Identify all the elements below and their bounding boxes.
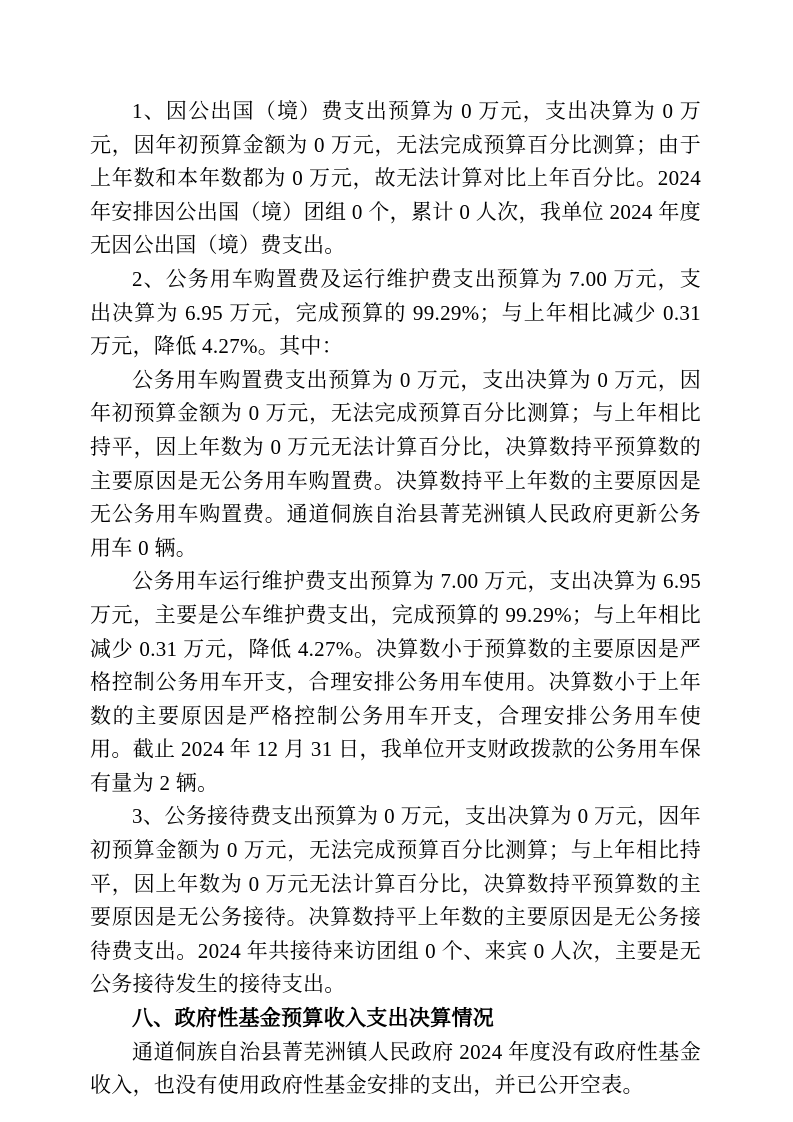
paragraph-overseas-trip-expense: 1、因公出国（境）费支出预算为 0 万元，支出决算为 0 万元，因年初预算金额为 0 万元，无法完成预算百分比测算；由于上年数和本年数都为 0 万元，故无法计算对比上年百分比。2024 年安排因公出国（境）团组 0 个，累计 0 人次，我单位 2024 年度无因公出国（境）费支出。 bbox=[90, 99, 701, 258]
paragraph-official-reception-expense: 3、公务接待费支出预算为 0 万元，支出决算为 0 万元，因年初预算金额为 0 万元，无法完成预算百分比测算；与上年相比持平，因上年数为 0 万元无法计算百分比，决算数持平预算数的主要原因是无公务接待。决算数持平上年数的主要原因是无公务接待费支出。2024 年共接待来访团组 0 个、来宾 0 人次，主要是无公务接待发生的接待支出。 bbox=[90, 804, 701, 997]
paragraph-vehicle-maintenance-expense: 公务用车运行维护费支出预算为 7.00 万元，支出决算为 6.95 万元，主要是公车维护费支出，完成预算的 99.29%；与上年相比减少 0.31 万元，降低 4.27%。决算数小于预算数的主要原因是严格控制公务用车开支，合理安排公务用车使用。决算数小于上年数的主要原因是严格控制公务用车开支，合理安排公务用车使用。截止 2024 年 12 月 31 日，我单位开支财政拨款的公务用车保有量为 2 辆。 bbox=[90, 569, 701, 795]
document-content bbox=[90, 95, 701, 1103]
section-heading-government-fund-budget: 八、政府性基金预算收入支出决算情况 bbox=[132, 1007, 495, 1031]
paragraph-government-fund-statement: 通道侗族自治县菁芜洲镇人民政府 2024 年度没有政府性基金收入，也没有使用政府性基金安排的支出，并已公开空表。 bbox=[90, 1039, 701, 1098]
paragraph-vehicle-purchase-expense: 公务用车购置费支出预算为 0 万元，支出决算为 0 万元，因年初预算金额为 0 万元，无法完成预算百分比测算；与上年相比持平，因上年数为 0 万元无法计算百分比，决算数持平预算数的主要原因是无公务用车购置费。决算数持平上年数的主要原因是无公务用车购置费。通道侗族自治县菁芜洲镇人民政府更新公务用车 0 辆。 bbox=[90, 367, 701, 560]
paragraph-official-vehicle-total-expense: 2、公务用车购置费及运行维护费支出预算为 7.00 万元，支出决算为 6.95 万元，完成预算的 99.29%；与上年相比减少 0.31 万元，降低 4.27%。其中： bbox=[90, 266, 701, 359]
